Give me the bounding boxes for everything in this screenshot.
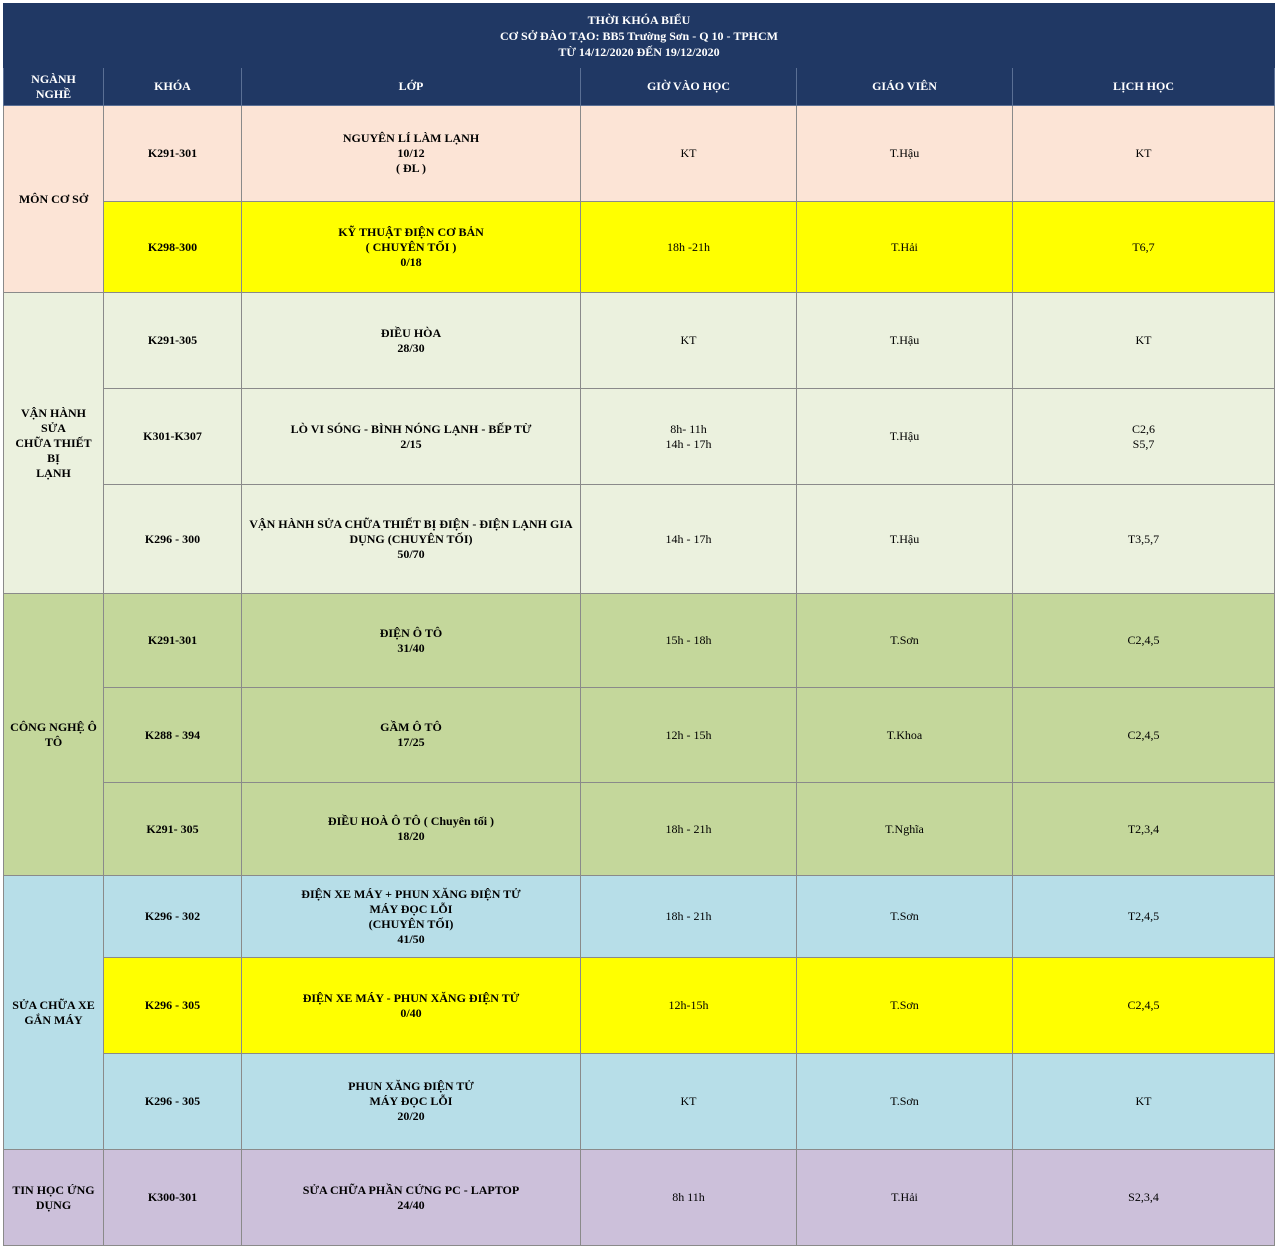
lop-line: ĐIỆN Ô TÔ [379, 625, 443, 640]
group-mon-co-so [4, 106, 104, 293]
lop-line: 28/30 [397, 340, 425, 355]
header-nganh-line1: NGÀNH [31, 71, 76, 86]
header-gio-vao-hoc: GIỜ VÀO HỌC [581, 68, 797, 106]
group-label: DỤNG [35, 1197, 72, 1212]
cell-lop [242, 1150, 581, 1246]
cell-gio: 18h - 21h [581, 876, 797, 958]
table-row [4, 106, 1275, 202]
cell-giao-vien: T.Hậu [797, 485, 1013, 594]
cell-gio [581, 389, 797, 485]
group-label: SỬA CHỮA XE [12, 997, 95, 1012]
cell-gio: 18h -21h [581, 202, 797, 293]
cell-giao-vien: T.Sơn [797, 958, 1013, 1054]
cell-lop [242, 106, 581, 202]
lop-line: 2/15 [400, 436, 422, 451]
table-row [4, 783, 1275, 876]
cell-khoa: K300-301 [104, 1150, 242, 1246]
group-cong-nghe-o-to [4, 594, 104, 876]
group-label: TIN HỌC ỨNG [12, 1182, 95, 1197]
lop-line: ( CHUYÊN TỐI ) [365, 239, 457, 254]
table-row [4, 688, 1275, 783]
lop-line: 0/40 [400, 1005, 422, 1020]
cell-giao-vien: T.Hậu [797, 293, 1013, 389]
title-line-3: TỪ 14/12/2020 ĐẾN 19/12/2020 [558, 44, 720, 59]
lop-line: ĐIỀU HÒA [380, 325, 442, 340]
cell-lich-hoc: C2,4,5 [1013, 958, 1275, 1054]
cell-lop [242, 958, 581, 1054]
cell-giao-vien: T.Khoa [797, 688, 1013, 783]
gio-line: 8h- 11h [670, 421, 707, 436]
cell-giao-vien: T.Sơn [797, 1054, 1013, 1150]
lop-line: ĐIỆN XE MÁY - PHUN XĂNG ĐIỆN TỬ [302, 990, 520, 1005]
cell-khoa: K296 - 305 [104, 958, 242, 1054]
cell-lich-hoc: S2,3,4 [1013, 1150, 1275, 1246]
header-nganh-nghe [4, 68, 104, 106]
group-label: GẮN MÁY [24, 1012, 83, 1027]
lop-line: (CHUYÊN TỐI) [368, 916, 454, 931]
cell-lop [242, 783, 581, 876]
header-nganh-line2: NGHỀ [35, 86, 72, 101]
cell-giao-vien: T.Hải [797, 202, 1013, 293]
lop-line: 41/50 [397, 931, 425, 946]
lop-line: ĐIỀU HOÀ Ô TÔ ( Chuyên tối ) [327, 814, 495, 828]
lop-line: MÁY ĐỌC LỖI [369, 1094, 453, 1108]
cell-gio: 15h - 18h [581, 594, 797, 688]
cell-gio: 14h - 17h [581, 485, 797, 594]
cell-gio: 12h-15h [581, 958, 797, 1054]
cell-lop [242, 389, 581, 485]
timetable [3, 3, 1275, 1246]
cell-lich-hoc: KT [1013, 293, 1275, 389]
cell-khoa: K296 - 302 [104, 876, 242, 958]
group-label: CHỮA THIẾT BỊ [15, 435, 95, 465]
cell-lich-hoc: KT [1013, 106, 1275, 202]
group-label: CÔNG NGHỆ Ô [10, 719, 97, 734]
group-label: TÔ [44, 734, 63, 749]
lop-line: 20/20 [397, 1109, 425, 1123]
cell-khoa: K296 - 300 [104, 485, 242, 594]
cell-khoa: K298-300 [104, 202, 242, 293]
lop-line: LÒ VI SÓNG - BÌNH NÓNG LẠNH - BẾP TỪ [290, 421, 532, 436]
lich-line: C2,6 [1131, 421, 1155, 436]
cell-lop [242, 293, 581, 389]
cell-lich-hoc: T6,7 [1013, 202, 1275, 293]
cell-lich-hoc [1013, 389, 1275, 485]
cell-giao-vien: T.Hải [797, 1150, 1013, 1246]
lop-line: 0/18 [400, 254, 422, 269]
cell-gio: 8h 11h [581, 1150, 797, 1246]
header-lop: LỚP [242, 68, 581, 106]
cell-lich-hoc: T2,3,4 [1013, 783, 1275, 876]
lop-line: ĐIỆN XE MÁY + PHUN XĂNG ĐIỆN TỬ [301, 886, 521, 901]
lich-line: S5,7 [1132, 436, 1155, 451]
cell-lop [242, 594, 581, 688]
table-row [4, 1150, 1275, 1246]
table-row [4, 958, 1275, 1054]
group-label: LẠNH [36, 465, 71, 480]
cell-gio: 12h - 15h [581, 688, 797, 783]
lop-line: 24/40 [397, 1197, 425, 1212]
group-label: VẬN HÀNH SỬA [21, 405, 89, 435]
cell-giao-vien: T.Hậu [797, 106, 1013, 202]
title-line-1: THỜI KHÓA BIỂU [587, 12, 691, 27]
cell-giao-vien: T.Hậu [797, 389, 1013, 485]
header-giao-vien: GIÁO VIÊN [797, 68, 1013, 106]
lop-line: 17/25 [397, 735, 425, 749]
lop-line: SỬA CHỮA PHẦN CỨNG PC - LAPTOP [302, 1182, 520, 1197]
group-van-hanh [4, 293, 104, 594]
cell-lich-hoc: T2,4,5 [1013, 876, 1275, 958]
cell-gio: 18h - 21h [581, 783, 797, 876]
lop-line: KỸ THUẬT ĐIỆN CƠ BẢN [338, 224, 484, 239]
cell-khoa: K291-305 [104, 293, 242, 389]
cell-lop [242, 485, 581, 594]
table-row [4, 202, 1275, 293]
group-tin-hoc [4, 1150, 104, 1246]
header-lich-hoc: LỊCH HỌC [1013, 68, 1275, 106]
cell-lich-hoc: T3,5,7 [1013, 485, 1275, 594]
cell-lich-hoc: C2,4,5 [1013, 594, 1275, 688]
lop-line: 31/40 [397, 640, 425, 655]
table-row [4, 876, 1275, 958]
lop-line: 50/70 [397, 546, 425, 561]
cell-lop [242, 876, 581, 958]
cell-gio: KT [581, 106, 797, 202]
cell-lich-hoc: KT [1013, 1054, 1275, 1150]
cell-khoa: K296 - 305 [104, 1054, 242, 1150]
lop-line: ( ĐL ) [396, 161, 426, 175]
cell-gio: KT [581, 1054, 797, 1150]
group-label: MÔN CƠ SỞ [18, 191, 89, 206]
gio-line: 14h - 17h [665, 436, 712, 451]
cell-khoa: K291- 305 [104, 783, 242, 876]
lop-line: NGUYÊN LÍ LÀM LẠNH [342, 131, 480, 145]
cell-lop [242, 688, 581, 783]
cell-lop [242, 1054, 581, 1150]
group-sua-chua-xe [4, 876, 104, 1150]
cell-giao-vien: T.Sơn [797, 876, 1013, 958]
cell-lop [242, 202, 581, 293]
lop-line: 18/20 [397, 829, 425, 843]
table-row [4, 485, 1275, 594]
lop-line: 10/12 [397, 146, 425, 160]
cell-lich-hoc: C2,4,5 [1013, 688, 1275, 783]
lop-line: DỤNG (CHUYÊN TỐI) [349, 531, 473, 546]
title-line-2: CƠ SỞ ĐÀO TẠO: BB5 Trường Sơn - Q 10 - TPHCM [500, 28, 778, 43]
cell-khoa: K288 - 394 [104, 688, 242, 783]
lop-line: VẬN HÀNH SỬA CHỮA THIẾT BỊ ĐIỆN - ĐIỆN LẠNH GIA [249, 516, 573, 531]
table-row [4, 1054, 1275, 1150]
cell-khoa: K291-301 [104, 594, 242, 688]
lop-line: PHUN XĂNG ĐIỆN TỬ [348, 1079, 474, 1093]
timetable-title [4, 4, 1275, 68]
cell-khoa: K301-K307 [104, 389, 242, 485]
cell-giao-vien: T.Nghĩa [797, 783, 1013, 876]
cell-khoa: K291-301 [104, 106, 242, 202]
cell-giao-vien: T.Sơn [797, 594, 1013, 688]
table-row [4, 389, 1275, 485]
table-row [4, 594, 1275, 688]
lop-line: GẦM Ô TÔ [380, 720, 442, 734]
lop-line: MÁY ĐỌC LỖI [369, 901, 453, 916]
cell-gio: KT [581, 293, 797, 389]
table-row [4, 293, 1275, 389]
header-khoa: KHÓA [104, 68, 242, 106]
